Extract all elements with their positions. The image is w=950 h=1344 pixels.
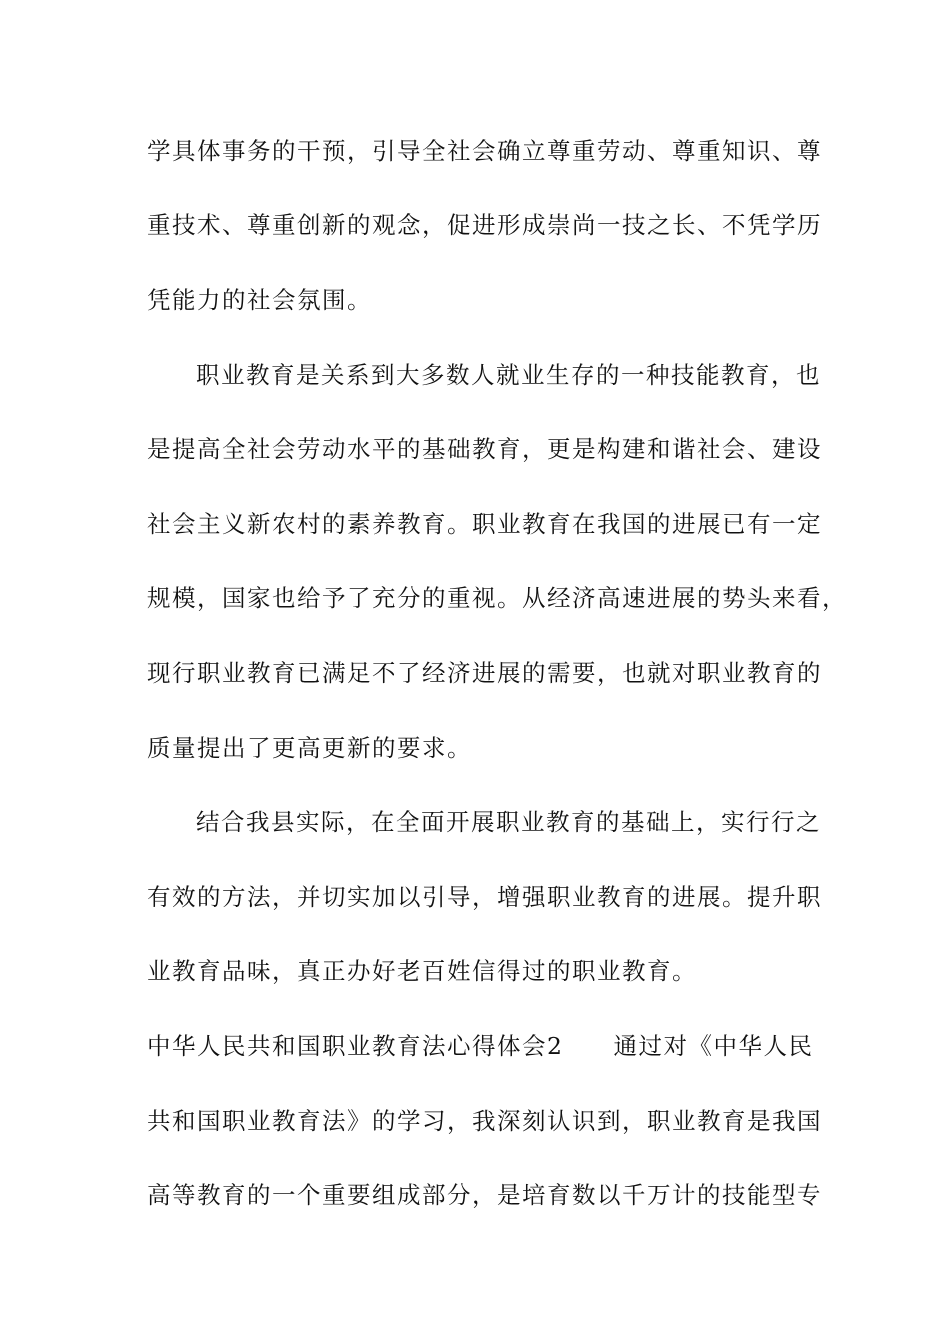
text-line-9: 质量提出了更高更新的要求。 (147, 734, 472, 762)
text-line-13: 中华人民共和国职业教育法心得体会2 通过对《中华人民 (147, 1032, 814, 1060)
text-line-12: 业教育品味，真正办好老百姓信得过的职业教育。 (147, 957, 697, 985)
text-line-5: 是提高全社会劳动水平的基础教育，更是构建和谐社会、建设 (147, 435, 822, 463)
text-line-1: 学具体事务的干预，引导全社会确立尊重劳动、尊重知识、尊 (147, 137, 822, 165)
text-line-4: 职业教育是关系到大多数人就业生存的一种技能教育，也 (196, 361, 821, 389)
text-line-2: 重技术、尊重创新的观念，促进形成崇尚一技之长、不凭学历 (147, 211, 822, 239)
text-line-11: 有效的方法，并切实加以引导，增强职业教育的进展。提升职 (147, 883, 822, 911)
text-line-14: 共和国职业教育法》的学习，我深刻认识到，职业教育是我国 (147, 1107, 822, 1135)
text-line-10: 结合我县实际，在全面开展职业教育的基础上，实行行之 (196, 808, 821, 836)
text-line-8: 现行职业教育已满足不了经济进展的需要，也就对职业教育的 (147, 659, 822, 687)
text-line-3: 凭能力的社会氛围。 (147, 286, 372, 314)
text-line-7: 规模，国家也给予了充分的重视。从经济高速进展的势头来看， (147, 584, 847, 612)
text-line-6: 社会主义新农村的素养教育。职业教育在我国的进展已有一定 (147, 510, 822, 538)
text-line-15: 高等教育的一个重要组成部分，是培育数以千万计的技能型专 (147, 1181, 822, 1209)
